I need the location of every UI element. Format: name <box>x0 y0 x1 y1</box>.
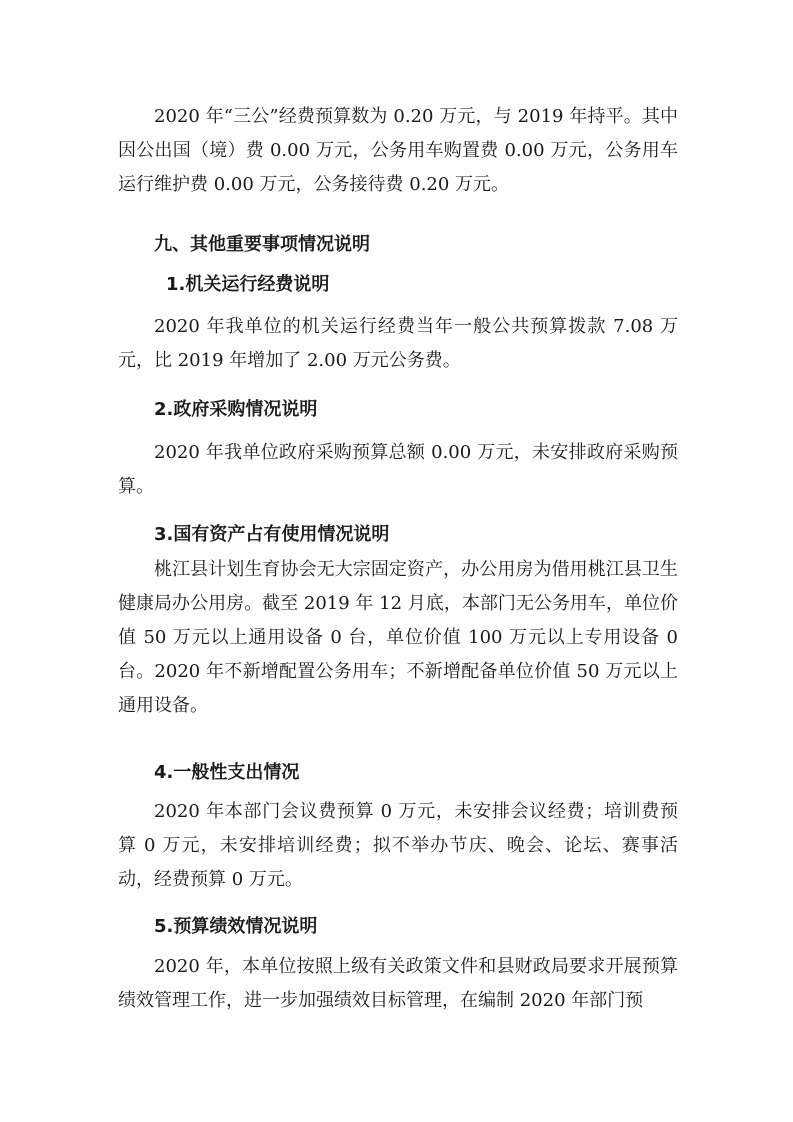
heading-procurement: 2.政府采购情况说明 <box>154 399 318 420</box>
general-expenses-paragraph: 2020 年本部门会议费预算 0 万元，未安排会议经费；培训费预算 0 万元，未安排培训经费；拟不举办节庆、晚会、论坛、赛事活动，经费预算 0 万元。 <box>118 801 678 890</box>
heading-office-cost: 1.机关运行经费说明 <box>166 274 330 295</box>
heading-general-expenses: 4.一般性支出情况 <box>154 762 300 783</box>
section-9-heading: 九、其他重要事项情况说明 <box>154 234 370 255</box>
assets-paragraph: 桃江县计划生育协会无大宗固定资产，办公用房为借用桃江县卫生健康局办公用房。截至 2019 年 12 月底，本部门无公务用车，单位价值 50 万元以上通用设备 0 台，单位价值 100 万元以上专用设备 0 台。2020 年不新增配置公务用车；不新增配备单位价值 50 万元以上通用设备。 <box>118 559 684 716</box>
heading-assets: 3.国有资产占有使用情况说明 <box>154 524 390 545</box>
heading-performance: 5.预算绩效情况说明 <box>154 916 318 937</box>
three-public-paragraph: 2020 年“三公”经费预算数为 0.20 万元，与 2019 年持平。其中因公出国（境）费 0.00 万元，公务用车购置费 0.00 万元，公务用车运行维护费 0.00 万元，公务接待费 0.20 万元。 <box>118 106 678 195</box>
performance-paragraph: 2020 年，本单位按照上级有关政策文件和县财政局要求开展预算绩效管理工作，进一步加强绩效目标管理，在编制 2020 年部门预 <box>118 956 678 1011</box>
office-cost-paragraph: 2020 年我单位的机关运行经费当年一般公共预算拨款 7.08 万元，比 2019 年增加了 2.00 万元公务费。 <box>118 316 678 371</box>
procurement-paragraph: 2020 年我单位政府采购预算总额 0.00 万元，未安排政府采购预算。 <box>118 442 678 497</box>
